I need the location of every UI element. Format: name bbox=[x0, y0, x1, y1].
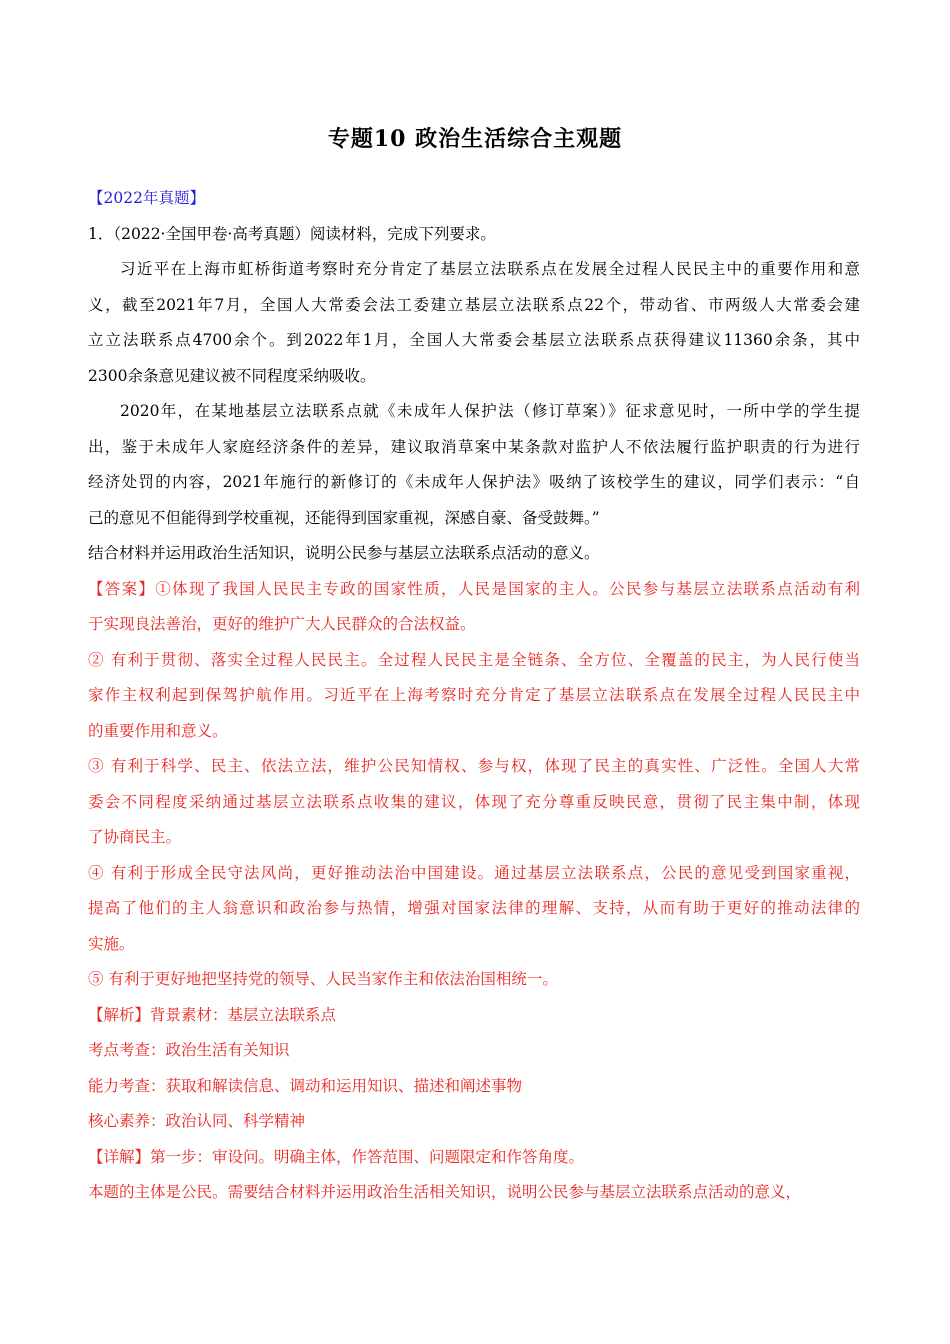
material-line: 立立法联系点4700余个。到2022年1月，全国人大常委会基层立法联系点获得建议11360余条，其中 bbox=[88, 331, 860, 349]
answer-block bbox=[88, 572, 860, 998]
question-requirement: 结合材料并运用政治生活知识，说明公民参与基层立法联系点活动的意义。 bbox=[88, 544, 600, 562]
detail-step1-text: 第一步：审设问。明确主体，作答范围、问题限定和作答角度。 bbox=[150, 1147, 585, 1166]
answer-line: 实施。 bbox=[88, 934, 135, 953]
answer-line: ② 有利于贯彻、落实全过程人民民主。全过程人民民主是全链条、全方位、全覆盖的民主，为人民行使当 bbox=[88, 650, 860, 669]
section-tag: 【2022年真题】 bbox=[88, 189, 205, 207]
answer-line: 于实现良法善治，更好的维护广大人民群众的合法权益。 bbox=[88, 615, 476, 633]
analysis-tag: 【解析】 bbox=[88, 1005, 151, 1024]
detail-step1 bbox=[88, 1140, 860, 1176]
material-line: 经济处罚的内容，2021年施行的新修订的《未成年人保护法》吸纳了该校学生的建议，同学们表示：“自 bbox=[88, 473, 860, 491]
document-body bbox=[88, 181, 860, 1211]
material-line: 出，鉴于未成年人家庭经济条件的差异，建议取消草案中某条款对监护人不依法履行监护职责的行为进行 bbox=[88, 437, 860, 456]
answer-line: 【答案】①体现了我国人民民主专政的国家性质，人民是国家的主人。公民参与基层立法联系点活动有利 bbox=[88, 579, 860, 598]
material-paragraph-2 bbox=[88, 394, 860, 536]
analysis-literacy: 核心素养：政治认同、科学精神 bbox=[88, 1112, 306, 1130]
detail-tag: 【详解】 bbox=[88, 1147, 151, 1166]
detail-line: 本题的主体是公民。需要结合材料并运用政治生活相关知识，说明公民参与基层立法联系点活动的意义， bbox=[88, 1183, 802, 1201]
answer-line: ⑤ 有利于更好地把坚持党的领导、人民当家作主和依法治国相统一。 bbox=[88, 970, 558, 988]
material-line: 己的意见不但能得到学校重视，还能得到国家重视，深感自豪、备受鼓舞。” bbox=[88, 508, 600, 527]
answer-line: 委会不同程度采纳通过基层立法联系点收集的建议，体现了充分尊重反映民意，贯彻了民主集中制，体现 bbox=[88, 792, 860, 811]
analysis-ability: 能力考查：获取和解读信息、调动和运用知识、描述和阐述事物 bbox=[88, 1076, 523, 1095]
material-paragraph-1 bbox=[88, 252, 860, 394]
answer-line: ③ 有利于科学、民主、依法立法，维护公民知情权、参与权，体现了民主的真实性、广泛性。全国人大常 bbox=[88, 757, 860, 775]
question-stem: 1．（2022·全国甲卷·高考真题）阅读材料，完成下列要求。 bbox=[88, 224, 496, 243]
material-line: 2020年，在某地基层立法联系点就《未成年人保护法（修订草案）》征求意见时，一所中学的学生提 bbox=[120, 402, 860, 420]
analysis-knowledge: 考点考查：政治生活有关知识 bbox=[88, 1041, 290, 1059]
answer-line: 的重要作用和意义。 bbox=[88, 721, 228, 740]
answer-line: 了协商民主。 bbox=[88, 828, 182, 846]
answer-line: 家作主权利起到保驾护航作用。习近平在上海考察时充分肯定了基层立法联系点在发展全过程人民民主中 bbox=[88, 686, 860, 704]
material-line: 2300余条意见建议被不同程度采纳吸收。 bbox=[88, 366, 376, 385]
material-line: 习近平在上海市虹桥街道考察时充分肯定了基层立法联系点在发展全过程人民民主中的重要作用和意 bbox=[120, 260, 860, 278]
answer-line: 提高了他们的主人翁意识和政治参与热情，增强对国家法律的理解、支持，从而有助于更好的推动法律的 bbox=[88, 899, 860, 917]
answer-line: ④ 有利于形成全民守法风尚，更好推动法治中国建设。通过基层立法联系点，公民的意见受到国家重视， bbox=[88, 863, 860, 882]
analysis-background-text: 背景素材：基层立法联系点 bbox=[150, 1005, 337, 1024]
material-line: 义，截至2021年7月，全国人大常委会法工委建立基层立法联系点22个，带动省、市两级人大常委会建 bbox=[88, 295, 860, 314]
page-title: 专题10 政治生活综合主观题 bbox=[327, 126, 623, 152]
analysis-background bbox=[88, 998, 860, 1034]
